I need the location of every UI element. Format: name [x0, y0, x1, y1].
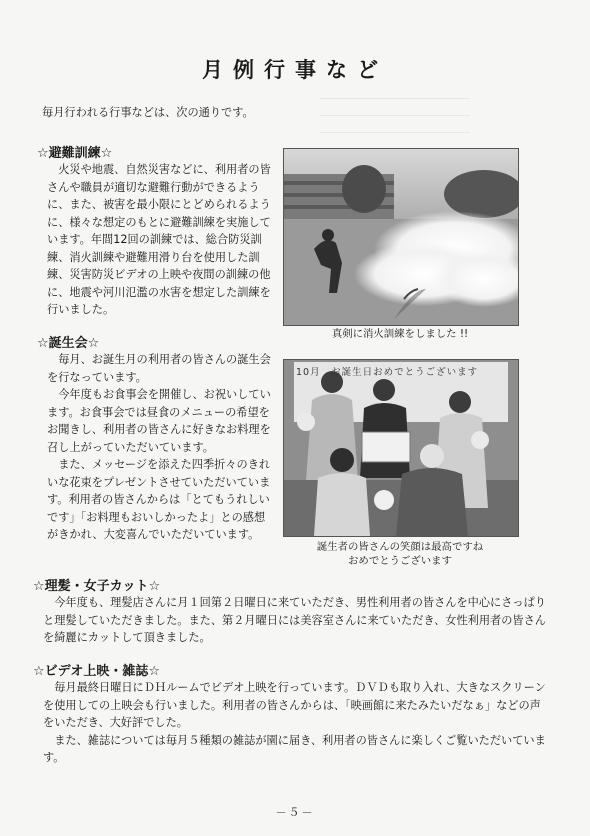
section-body-birthday: [47, 351, 274, 544]
paragraph: 火災や地震、自然災害などに、利用者の皆さんや職員が適切な避難行動ができるように、また、被害を最小限にとどめられるように、様々な想定のもとに避難訓練を実施しています。年間12回の訓練では、総合防災訓練、消火訓練や避難用滑り台を使用した訓練、災害防災ビデオの上映や夜間の訓練の他に、地震や河川氾濫の水害を想定した訓練を行いました。: [47, 163, 271, 316]
birthday-photo-caption: [283, 540, 517, 568]
section-body-haircut: [43, 594, 549, 647]
caption-line: 誕生者の皆さんの笑顔は最高ですね: [316, 541, 484, 553]
paragraph: 今年度も、理髪店さんに月１回第２日曜日に来ていただき、男性利用者の皆さんを中心にさっぱりと理髪していただきました。また、第２月曜日には美容室さんに来ていただき、女性利用者の皆さんを綺麗にカットして頂きました。: [43, 596, 546, 644]
section-body-video: [43, 679, 549, 767]
paragraph: 今年度もお食事会を開催し、お祝いしています。お食事会では昼食のメニューの希望をお聞きし、利用者の皆さんに好きなお料理を召し上がっていただいています。: [47, 388, 271, 454]
intro-text: 毎月行われる行事などは、次の通りです。: [42, 106, 254, 119]
paragraph: 毎月、お誕生月の利用者の皆さんの誕生会を行なっています。: [47, 353, 271, 384]
paragraph: また、メッセージを添えた四季折々のきれいな花束をプレゼントさせていただいています。利用者の皆さんからは「とてもうれしいです」「お料理もおいしかったよ」との感想がきかれ、大変喜んでいただいています。: [47, 458, 271, 541]
fire-drill-photo: [283, 148, 519, 326]
section-heading-haircut: ☆理髪・女子カット☆: [33, 579, 161, 594]
section-heading-birthday: ☆誕生会☆: [37, 336, 100, 351]
section-body-fire-drill: [47, 161, 274, 319]
caption-line: おめでとうございます: [348, 555, 452, 567]
section-heading-fire-drill: ☆避難訓練☆: [37, 146, 113, 161]
page-number: －５－: [275, 806, 315, 819]
birthday-photo-image: [284, 360, 518, 536]
birthday-photo: [283, 359, 519, 537]
page-title: 月例行事など: [202, 57, 388, 82]
bleed-through-text: [320, 92, 470, 142]
section-heading-video: ☆ビデオ上映・雑誌☆: [33, 664, 161, 679]
paragraph: また、雑誌については毎月５種類の雑誌が園に届き、利用者の皆さんに楽しくご覧いただいています。: [43, 733, 546, 764]
fire-drill-photo-image: [284, 149, 518, 325]
birthday-banner-text: 10月 お誕生日おめでとうございます: [296, 367, 479, 378]
fire-drill-photo-caption: 真剣に消火訓練をしました !!: [331, 328, 469, 340]
paragraph: 毎月最終日曜日にＤＨルームでビデオ上映を行っています。ＤＶＤも取り入れ、大きなスクリーンを使用しての上映会も行いました。利用者の皆さんからは、「映画館に来たみたいだなぁ」などの声をいただき、大好評でした。: [43, 681, 546, 729]
